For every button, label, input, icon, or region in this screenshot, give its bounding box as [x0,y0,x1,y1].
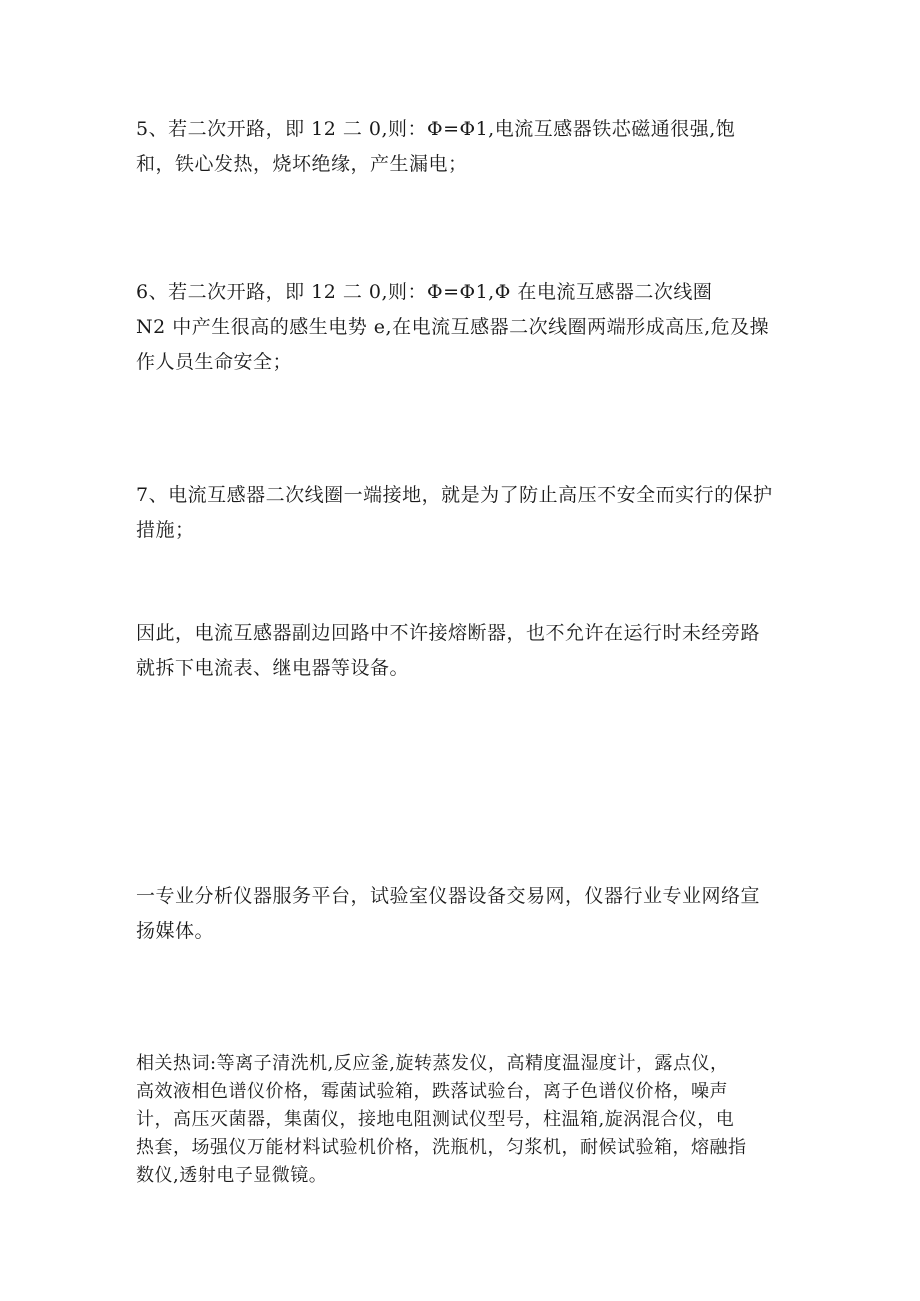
text-line: 数仪,透射电子显微镜。 [136,1165,328,1186]
text-line: 就拆下电流表、继电器等设备。 [136,657,410,679]
text-line: 措施； [136,519,195,541]
paragraph-secondary-open-circuit-high-voltage [136,275,796,380]
text-line: 扬媒体。 [136,920,215,942]
paragraph-related-keywords [136,1050,796,1190]
text-line: 5、若二次开路，即 12 二 0,则：Φ=Φ1,电流互感器铁芯磁通很强,饱 [136,118,736,140]
text-line: 相关热词:等离子清洗机,反应釜,旋转蒸发仪，高精度温湿度计，露点仪， [136,1053,729,1074]
text-line: 高效液相色谱仪价格，霉菌试验箱，跌落试验台，离子色谱仪价格，噪声 [136,1081,728,1102]
text-line: 计，高压灭菌器，集菌仪，接地电阻测试仪型号，柱温箱,旋涡混合仪，电 [136,1109,735,1130]
text-line: 7、电流互感器二次线圈一端接地，就是为了防止高压不安全而实行的保护 [136,484,773,506]
text-line: 和，铁心发热，烧坏绝缘，产生漏电； [136,153,468,175]
text-line: N2 中产生很高的感生电势 e,在电流互感器二次线圈两端形成高压,危及操 [136,316,770,338]
text-line: 一专业分析仪器服务平台，试验室仪器设备交易网，仪器行业专业网络宣 [136,885,761,907]
paragraph-secondary-open-circuit-saturation [136,112,796,182]
paragraph-platform-description [136,879,796,949]
paragraph-conclusion [136,616,796,686]
text-line: 因此，电流互感器副边回路中不许接熔断器，也不允许在运行时未经旁路 [136,622,761,644]
paragraph-grounding-protection [136,478,796,548]
text-line: 作人员生命安全； [136,351,293,373]
text-line: 6、若二次开路，即 12 二 0,则：Φ=Φ1,Φ 在电流互感器二次线圈 [136,281,713,303]
text-line: 热套，场强仪万能材料试验机价格，洗瓶机，匀浆机，耐候试验箱，熔融指 [136,1137,747,1158]
